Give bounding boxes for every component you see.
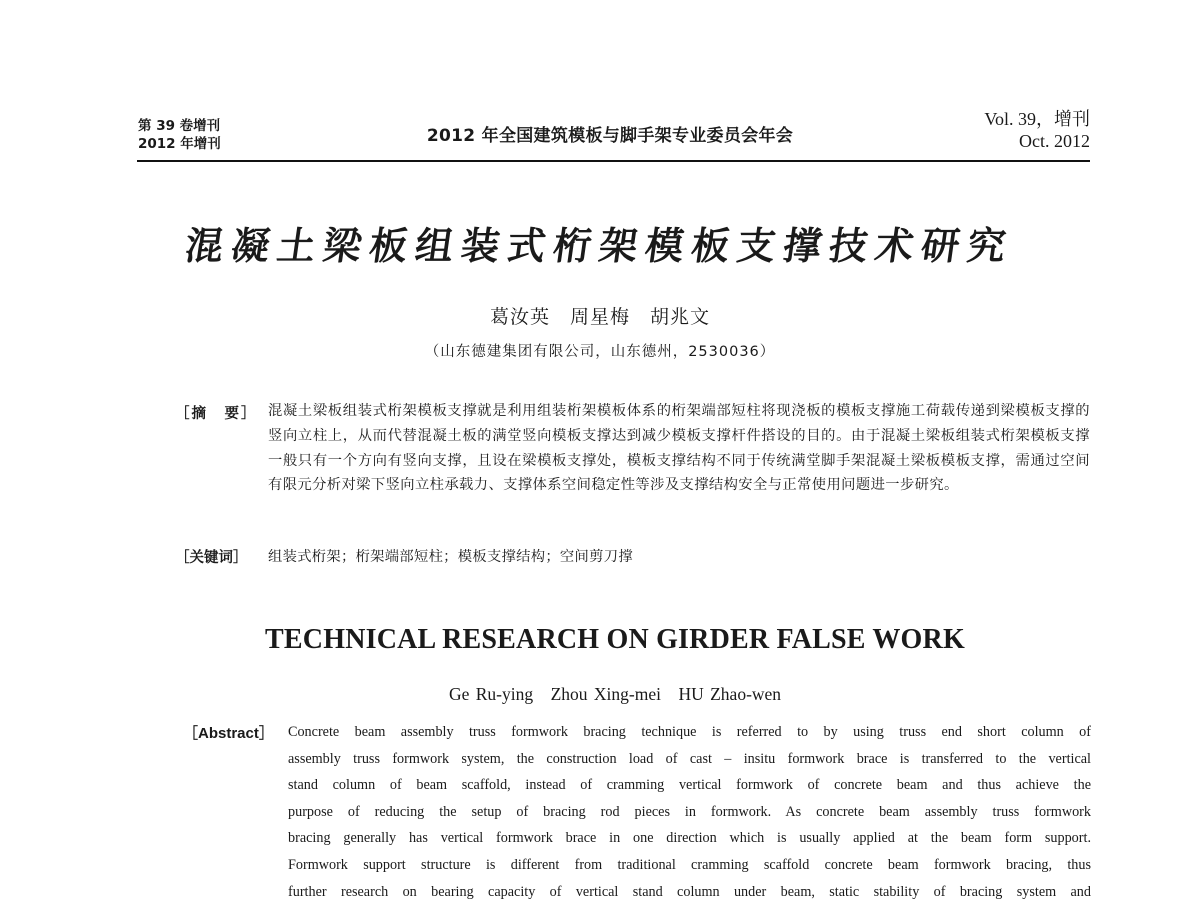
abstract-en-line: stand column of beam scaffold, instead of cramming vertical formwork of concrete beam and thus achieve the <box>288 777 1091 794</box>
abstract-en-line: bracing generally has vertical formwork brace in one direction which is usually applied at the beam form support. <box>288 830 1091 847</box>
date-label-en: Oct. 2012 <box>1019 131 1090 151</box>
abstract-en-line: Concrete beam assembly truss formwork bracing technique is referred to by using truss end short column of <box>288 724 1091 740</box>
abstract-en-line: Formwork support structure is different from traditional cramming scaffold concrete beam formwork bracing, thus <box>288 856 1091 873</box>
authors-zh: 葛汝英 周星梅 胡兆文 <box>489 306 710 328</box>
keywords-text-zh: 组装式桁架；桁架端部短柱；模板支撑结构；空间剪刀撑 <box>268 549 633 565</box>
abstract-en-line: assembly truss formwork system, the construction load of cast – insitu formwork brace is transferred to the vertical <box>288 750 1091 767</box>
affiliation-zh: （山东德建集团有限公司，山东德州，2530036） <box>424 344 776 360</box>
year-label-zh: 2012 年增刊 <box>138 136 221 152</box>
authors-en: Ge Ru-ying Zhou Xing-mei HU Zhao-wen <box>448 684 782 704</box>
abstract-label-zh: ［摘 要］ <box>175 406 258 422</box>
abstract-label-en: ［Abstract］ <box>183 725 274 742</box>
keywords-label-zh: ［关键词］ <box>175 550 248 566</box>
abstract-text-zh: 混凝土梁板组装式桁架模板支撑就是利用组装桁架模板体系的桁架端部短柱将现浇板的模板支撑施工荷载传递到梁模板支撑的竖向立柱上，从而代替混凝土板的满堂竖向模板支撑达到减少模板支撑杆件搭设的目的。由于混凝土梁板组装式桁架模板支撑一般只有一个方向有竖向支撑，且设在梁模板支撑处，模板支撑结构不同于传统满堂脚手架混凝土梁板模板支撑，需通过空间有限元分析对梁下竖向立柱承载力、支撑体系空间稳定性等涉及支撑结构安全与正常使用问题进一步研究。 <box>268 403 1090 494</box>
abstract-text-en <box>288 719 1091 905</box>
paper-title-zh: 混凝土梁板组装式桁架模板支撑技术研究 <box>182 224 1017 268</box>
running-header-right <box>984 108 1090 152</box>
abstract-en-line: further research on bearing capacity of vertical stand column under beam, static stability of bracing system and <box>288 883 1091 900</box>
running-header-conference: 2012 年全国建筑模板与脚手架专业委员会年会 <box>426 126 794 146</box>
paper-title-en: TECHNICAL RESEARCH ON GIRDER FALSE WORK <box>265 624 965 655</box>
header-rule <box>137 160 1090 162</box>
running-header-left <box>138 117 221 153</box>
volume-label-zh: 第 39 卷增刊 <box>138 118 221 134</box>
abstract-en-line: purpose of reducing the setup of bracing rod pieces in formwork. As concrete beam assembly truss formwork <box>288 803 1091 820</box>
volume-label-en: Vol. 39，增刊 <box>984 109 1090 129</box>
